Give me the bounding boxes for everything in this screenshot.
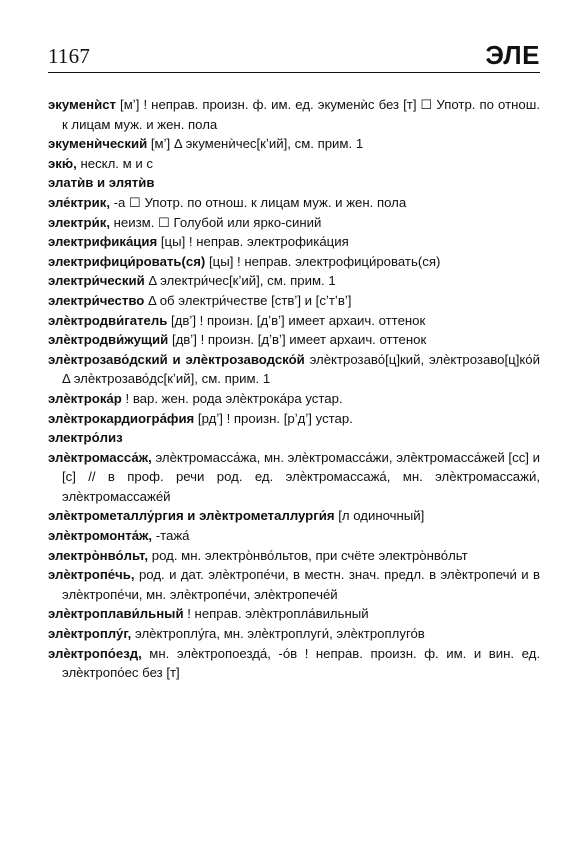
entry-headword: элѐктроплу́г,: [48, 626, 132, 642]
entry-text: [рдʼ] ! произн. [рʼдʼ] устар.: [194, 410, 353, 426]
dictionary-entry: [48, 506, 540, 526]
page-header: [48, 40, 540, 70]
dictionary-entry: [48, 565, 540, 604]
entry-text: -тажа́: [152, 528, 190, 544]
page-number: 1167: [48, 44, 91, 68]
entry-headword: электри́к,: [48, 214, 110, 230]
dictionary-entry: [48, 526, 540, 546]
entry-headword: элатѝв и элятѝв: [48, 175, 155, 191]
entry-headword: элѐктрозаво́дский и элѐктрозаводско́й: [48, 351, 305, 367]
dictionary-entry: [48, 134, 540, 154]
dictionary-entry: [48, 95, 540, 134]
entry-text: род. и дат. элѐктропе́чи, в местн. знач. предл. в элѐктропечи́ и в элѐктропе́чи, мн. элѐктропе́чи, элѐктропече́й: [62, 567, 540, 602]
entry-text: [мʼ] ! неправ. произн. ф. им. ед. экуменѝс без [т] ☐ Употр. по отнош. к лицам муж. и жен. пола: [62, 97, 540, 132]
dictionary-entry: [48, 154, 540, 174]
entry-headword: экуменѝческий: [48, 136, 148, 152]
entry-headword: электри́чество: [48, 292, 145, 308]
dictionary-entry: [48, 271, 540, 291]
dictionary-entry: [48, 291, 540, 311]
entry-text: [мʼ] Δ экуменѝчес[кʼий], см. прим. 1: [147, 136, 364, 152]
entry-text: род. мн. электро̀нво́льтов, при счёте электро̀нво́льт: [148, 547, 468, 563]
entry-headword: экуменѝст: [48, 97, 116, 112]
entry-text: ! неправ. элѐктропла́вильный: [183, 606, 369, 622]
entry-headword: элѐктродви́гатель: [48, 312, 168, 328]
entry-headword: электрифика́ция: [48, 234, 158, 250]
entry-text: [двʼ] ! произн. [дʼвʼ] имеет архаич. оттенок: [168, 332, 427, 348]
running-head: ЭЛЕ: [485, 40, 540, 70]
dictionary-entry: [48, 252, 540, 272]
entry-headword: экю́,: [48, 155, 77, 171]
entry-text: [цы] ! неправ. электрофика́ция: [157, 234, 349, 250]
entry-headword: электро̀нво́льт,: [48, 547, 149, 563]
entry-text: элѐктроплу́га, мн. элѐктроплуги́, элѐктроплуго́в: [131, 626, 425, 642]
entry-headword: элѐктромонта́ж,: [48, 528, 153, 544]
dictionary-entry: [48, 173, 540, 193]
entry-headword: элѐктропо́езд,: [48, 645, 142, 661]
entry-headword: электро́лиз: [48, 430, 123, 446]
header-rule: [48, 72, 540, 73]
entry-headword: электрифици́ровать(ся): [48, 253, 206, 269]
dictionary-entry: [48, 350, 540, 389]
entry-headword: эле́ктрик,: [48, 194, 110, 210]
entry-headword: элѐктрокардиогра́фия: [48, 410, 195, 426]
dictionary-entry: [48, 604, 540, 624]
dictionary-entry: [48, 644, 540, 683]
entry-text: Δ об электри́честве [ствʼ] и [сʼтʼвʼ]: [144, 292, 352, 308]
entry-text: [двʼ] ! произн. [дʼвʼ] имеет архаич. оттенок: [167, 312, 426, 328]
dictionary-entry: [48, 448, 540, 507]
entry-text: ! вар. жен. рода элѐктрока́ра устар.: [121, 390, 343, 406]
entry-text: [л одиночный]: [334, 508, 425, 524]
entry-headword: элѐктродви́жущий: [48, 332, 169, 348]
entry-headword: элѐктромасса́ж,: [48, 449, 152, 465]
entry-headword: элѐктрометаллу́ргия и элѐктрометаллурги́я: [48, 508, 335, 524]
entry-list: [48, 95, 540, 683]
dictionary-entry: [48, 213, 540, 233]
entry-text: [цы] ! неправ. электрофици́ровать(ся): [205, 253, 441, 269]
entry-text: Δ электри́чес[кʼий], см. прим. 1: [144, 273, 336, 289]
entry-text: неизм. ☐ Голубой или ярко-синий: [109, 214, 322, 230]
dictionary-entry: [48, 546, 540, 566]
dictionary-entry: [48, 624, 540, 644]
entry-text: -а ☐ Употр. по отнош. к лицам муж. и жен. пола: [109, 194, 407, 210]
entry-headword: элѐктроплави́льный: [48, 606, 184, 622]
dictionary-entry: [48, 428, 540, 448]
dictionary-entry: [48, 193, 540, 213]
entry-headword: электри́ческий: [48, 273, 145, 289]
dictionary-entry: [48, 409, 540, 429]
entry-text: нескл. м и с: [76, 155, 153, 171]
entry-headword: элѐктропе́чь,: [48, 567, 135, 583]
entry-text: элѐктрозаво́[ц]кий, элѐктрозаво[ц]ко́й Δ элѐктрозаво́дс[кʼий], см. прим. 1: [62, 351, 540, 387]
entry-text: мн. элѐктропоезда́, -о́в ! неправ. произн. ф. им. и вин. ед. элѐктропо́ес без [т]: [62, 645, 540, 681]
entry-text: элѐктромасса́жа, мн. элѐктромасса́жи, элѐктромасса́жей [сс] и [с] // в проф. речи род. ед. элѐктромассажа́, мн. элѐктромассажи́, элѐктромассаже́й: [62, 449, 540, 504]
entry-headword: элѐктрока́р: [48, 390, 122, 406]
dictionary-entry: [48, 232, 540, 252]
dictionary-entry: [48, 311, 540, 331]
dictionary-entry: [48, 330, 540, 350]
dictionary-entry: [48, 389, 540, 409]
